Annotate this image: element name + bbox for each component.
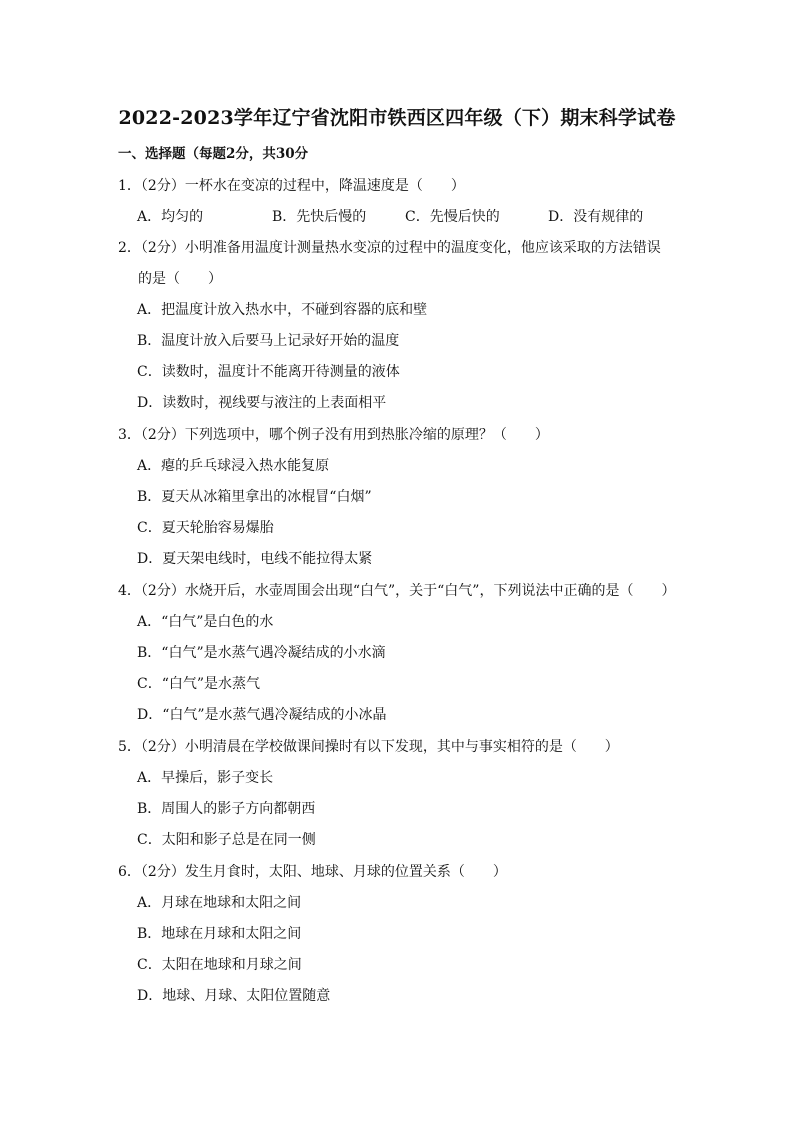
question-3-option-d: D．夏天架电线时，电线不能拉得太紧 (137, 551, 373, 567)
question-1-options (137, 208, 697, 226)
question-2-text: 2．（2分）小明准备用温度计测量热水变凉的过程中的温度变化，他应该采取的方法错误 (118, 240, 661, 256)
question-2-option-d: D．读数时，视线要与液注的上表面相平 (137, 395, 387, 411)
question-2-option-c: C．读数时，温度计不能离开待测量的液体 (137, 364, 400, 380)
question-4-option-d: D．“白气”是水蒸气遇冷凝结成的小冰晶 (137, 707, 387, 723)
question-1-option-b: B．先快后慢的 (272, 209, 367, 225)
question-1-option-a: A．均匀的 (137, 209, 204, 225)
question-2-option-a: A．把温度计放入热水中，不碰到容器的底和壁 (137, 302, 428, 318)
question-3-option-b: B．夏天从冰箱里拿出的冰棍冒“白烟” (137, 489, 372, 505)
question-6-option-c: C．太阳在地球和月球之间 (137, 957, 302, 973)
question-4-option-c: C．“白气”是水蒸气 (137, 676, 261, 692)
question-1-option-d: D．没有规律的 (548, 209, 644, 225)
question-2-option-b: B．温度计放入后要马上记录好开始的温度 (137, 333, 400, 349)
section-heading: 一、选择题（每题2分，共30分 (118, 146, 309, 162)
question-6-text: 6．（2分）发生月食时，太阳、地球、月球的位置关系（ ） (118, 864, 507, 880)
question-5-option-a: A．早操后，影子变长 (137, 770, 274, 786)
question-3-option-a: A．瘪的乒乓球浸入热水能复原 (137, 458, 330, 474)
question-4-text: 4．（2分）水烧开后，水壶周围会出现“白气”，关于“白气”，下列说法中正确的是（ ） (118, 583, 676, 599)
question-6-option-b: B．地球在月球和太阳之间 (137, 926, 302, 942)
question-1-text: 1．（2分）一杯水在变凉的过程中，降温速度是（ ） (118, 178, 465, 194)
question-1-option-c: C．先慢后快的 (405, 209, 500, 225)
question-6-option-a: A．月球在地球和太阳之间 (137, 895, 302, 911)
question-5-option-c: C．太阳和影子总是在同一侧 (137, 832, 316, 848)
question-2-text-continued: 的是（ ） (138, 271, 222, 287)
question-6-option-d: D．地球、月球、太阳位置随意 (137, 988, 331, 1004)
question-4-option-a: A．“白气”是白色的水 (137, 614, 274, 630)
exam-title: 2022-2023学年辽宁省沈阳市铁西区四年级（下）期末科学试卷 (118, 107, 676, 129)
question-4-option-b: B．“白气”是水蒸气遇冷凝结成的小水滴 (137, 645, 386, 661)
question-5-text: 5．（2分）小明清晨在学校做课间操时有以下发现，其中与事实相符的是（ ） (118, 739, 619, 755)
question-3-option-c: C．夏天轮胎容易爆胎 (137, 520, 274, 536)
question-3-text: 3．（2分）下列选项中，哪个例子没有用到热胀冷缩的原理？（ ） (118, 427, 549, 443)
question-5-option-b: B．周围人的影子方向都朝西 (137, 801, 316, 817)
